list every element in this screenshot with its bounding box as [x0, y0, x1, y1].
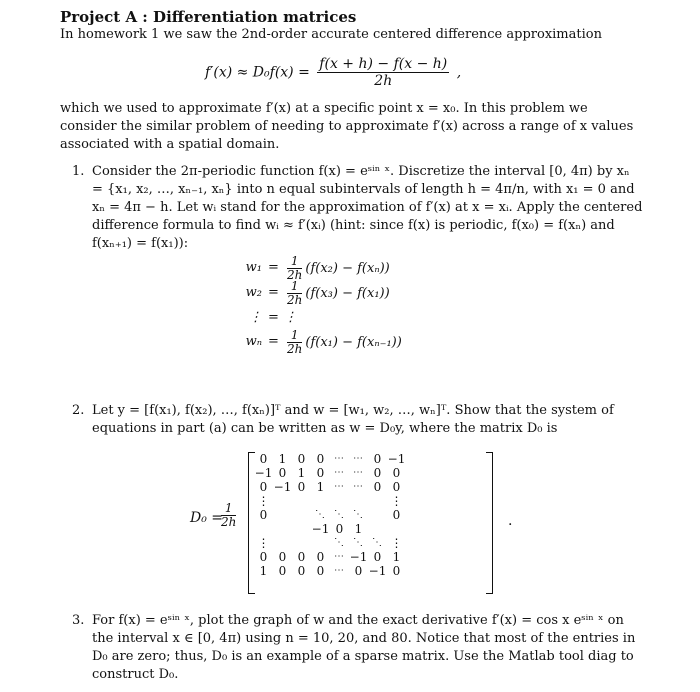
matrix-row — [254, 564, 406, 578]
matrix-cell: 0 — [392, 466, 401, 480]
matrix-cell: 0 — [392, 480, 401, 494]
matrix-cell: 0 — [259, 480, 268, 494]
matrix-cell: 1 — [278, 452, 287, 466]
d0-matrix — [190, 452, 500, 592]
matrix-cell — [292, 508, 311, 522]
matrix-cell: ⋯ — [334, 551, 345, 562]
matrix-scalar — [221, 502, 236, 529]
matrix-cell: ⋮ — [390, 494, 403, 508]
system-frac-num: 1 — [287, 280, 302, 294]
matrix-cell: 0 — [297, 564, 306, 578]
system-equals: = — [268, 260, 279, 275]
main-eq-denominator: 2h — [374, 73, 393, 89]
problem-item-2 — [72, 402, 644, 438]
matrix-cell: −1 — [311, 522, 330, 536]
matrix-cell: 0 — [392, 508, 401, 522]
matrix-cell — [273, 536, 292, 550]
matrix-cell: ⋯ — [334, 481, 345, 492]
matrix-cell: 0 — [373, 466, 382, 480]
system-fraction — [287, 329, 302, 356]
system-rest: (f(x₁) − f(xₙ₋₁)) — [305, 335, 402, 350]
matrix-cell: ⋯ — [353, 467, 364, 478]
system-lhs: ⋮ — [249, 310, 262, 325]
matrix-cell — [311, 494, 330, 508]
system-rest: (f(x₃) − f(x₁)) — [305, 286, 390, 301]
matrix-cell — [273, 508, 292, 522]
system-rhs — [284, 280, 390, 307]
matrix-entries — [254, 452, 406, 578]
matrix-cell: 0 — [316, 466, 325, 480]
matrix-cell: 0 — [373, 480, 382, 494]
matrix-cell: 0 — [259, 550, 268, 564]
matrix-cell: ⋮ — [390, 536, 403, 550]
system-rhs: ⋮ — [284, 310, 297, 325]
system-equals: = — [268, 310, 279, 325]
matrix-period: . — [508, 513, 513, 529]
matrix-cell: −1 — [273, 480, 292, 494]
item-1-text: Consider the 2π-periodic function f(x) = eˢⁱⁿ ˣ. Discretize the interval [0, 4π) by xₙ = {x₁, x₂, …, xₙ₋₁, xₙ} into n equal subintervals of length h = 4π/n, with x₁ = 0 and xₙ = 4π − h. Let wᵢ stand for the approximation of f′(x) at x = xᵢ. Apply the centered difference formula to find wᵢ ≈ f′(xᵢ) (hint: since f(x) is periodic, f(x₀) = f(xₙ) and f(xₙ₊₁) = f(x₁)): — [92, 164, 643, 251]
matrix-cell: 0 — [278, 466, 287, 480]
matrix-cell: ⋯ — [334, 467, 345, 478]
matrix-cell: 0 — [259, 452, 268, 466]
matrix-cell: 1 — [316, 480, 325, 494]
matrix-cell — [254, 522, 273, 536]
matrix-cell: 1 — [259, 564, 268, 578]
system-equals: = — [268, 285, 279, 300]
matrix-row — [254, 466, 406, 480]
matrix-cell: ⋯ — [353, 481, 364, 492]
system-lhs: wₙ — [245, 334, 262, 349]
matrix-cell — [311, 536, 330, 550]
matrix-cell: 0 — [316, 452, 325, 466]
item-3-text: For f(x) = eˢⁱⁿ ˣ, plot the graph of w and the exact derivative f′(x) = cos x eˢⁱⁿ ˣ on the interval x ∈ [0, 4π) using n = 10, 20, and 80. Notice that most of the entries in D₀ are zero; thus, D₀ is an example of a sparse matrix. Use the Matlab tool diag to construct D₀. — [92, 613, 636, 682]
system-fraction — [287, 255, 302, 282]
matrix-cell: 0 — [373, 550, 382, 564]
matrix-row — [254, 550, 406, 564]
problem-item-3 — [72, 612, 644, 684]
matrix-cell: 0 — [316, 550, 325, 564]
matrix-row — [254, 480, 406, 494]
matrix-cell: 0 — [392, 564, 401, 578]
main-eq-trail: , — [456, 64, 462, 81]
item-3-number: 3. — [72, 613, 85, 628]
matrix-cell — [368, 508, 387, 522]
matrix-cell — [349, 494, 368, 508]
main-eq-fraction — [317, 56, 449, 89]
matrix-row — [254, 494, 406, 508]
matrix-cell: ⋱ — [334, 537, 345, 548]
matrix-cell: −1 — [254, 466, 273, 480]
system-frac-den: 2h — [287, 268, 303, 282]
matrix-cell: ⋯ — [353, 453, 364, 464]
matrix-label: D₀ = — [190, 510, 224, 526]
matrix-cell: 0 — [297, 480, 306, 494]
matrix-cell: −1 — [368, 564, 387, 578]
matrix-cell: 0 — [259, 508, 268, 522]
matrix-cell: −1 — [349, 550, 368, 564]
matrix-cell: 1 — [392, 550, 401, 564]
matrix-cell: 1 — [297, 466, 306, 480]
matrix-cell — [368, 494, 387, 508]
matrix-cell: 0 — [316, 564, 325, 578]
matrix-cell: ⋮ — [257, 494, 270, 508]
matrix-cell — [273, 494, 292, 508]
matrix-cell — [292, 536, 311, 550]
matrix-cell — [273, 522, 292, 536]
matrix-cell: ⋯ — [334, 565, 345, 576]
system-lhs: w₁ — [245, 260, 262, 275]
system-frac-den: 2h — [287, 342, 303, 356]
matrix-cell: ⋱ — [353, 537, 364, 548]
matrix-cell: ⋯ — [334, 453, 345, 464]
matrix-cell: 0 — [373, 452, 382, 466]
matrix-cell — [368, 522, 387, 536]
system-frac-den: 2h — [287, 293, 303, 307]
matrix-row — [254, 452, 406, 466]
main-eq-lhs: f′(x) ≈ D₀f(x) = — [205, 64, 310, 81]
matrix-cell: ⋱ — [315, 509, 326, 520]
matrix-row — [254, 508, 406, 522]
matrix-cell: 0 — [354, 564, 363, 578]
matrix-row — [254, 536, 406, 550]
matrix-cell: 0 — [278, 564, 287, 578]
matrix-row — [254, 522, 406, 536]
matrix-cell — [292, 494, 311, 508]
matrix-cell: ⋱ — [353, 509, 364, 520]
system-equals: = — [268, 334, 279, 349]
matrix-scalar-den: 2h — [221, 515, 237, 529]
main-eq-numerator: f(x + h) − f(x − h) — [319, 56, 448, 72]
system-rhs — [284, 255, 390, 282]
context-paragraph: which we used to approximate f′(x) at a specific point x = x₀. In this problem we consider the similar problem of needing to approximate f′(x) across a range of x values associated with a spatial domain. — [60, 101, 634, 152]
system-lhs: w₂ — [245, 285, 262, 300]
system-frac-num: 1 — [287, 329, 302, 343]
matrix-cell: 0 — [335, 522, 344, 536]
matrix-right-bracket — [486, 452, 493, 594]
intro-paragraph: In homework 1 we saw the 2nd-order accurate centered difference approximation — [60, 27, 602, 42]
item-2-number: 2. — [72, 403, 85, 418]
matrix-cell: ⋮ — [257, 536, 270, 550]
matrix-cell: −1 — [387, 452, 406, 466]
matrix-cell: 0 — [297, 550, 306, 564]
project-title: Project A : Differentiation matrices — [60, 8, 357, 26]
centered-difference-equation — [205, 56, 461, 89]
matrix-cell: ⋱ — [334, 509, 345, 520]
matrix-cell — [292, 522, 311, 536]
system-fraction — [287, 280, 302, 307]
item-2-text: Let y = [f(x₁), f(x₂), …, f(xₙ)]ᵀ and w = [w₁, w₂, …, wₙ]ᵀ. Show that the system of equations in part (a) can be written as w = D₀y, where the matrix D₀ is — [92, 403, 614, 436]
problem-item-1 — [72, 163, 644, 253]
system-frac-num: 1 — [287, 255, 302, 269]
item-1-number: 1. — [72, 164, 85, 179]
system-rest: (f(x₂) − f(xₙ)) — [305, 261, 390, 276]
matrix-cell: 0 — [297, 452, 306, 466]
matrix-cell: ⋱ — [372, 537, 383, 548]
matrix-scalar-num: 1 — [221, 502, 236, 516]
matrix-cell: 1 — [354, 522, 363, 536]
matrix-cell — [387, 522, 406, 536]
matrix-cell: 0 — [278, 550, 287, 564]
system-rhs — [284, 329, 402, 356]
matrix-cell — [330, 494, 349, 508]
